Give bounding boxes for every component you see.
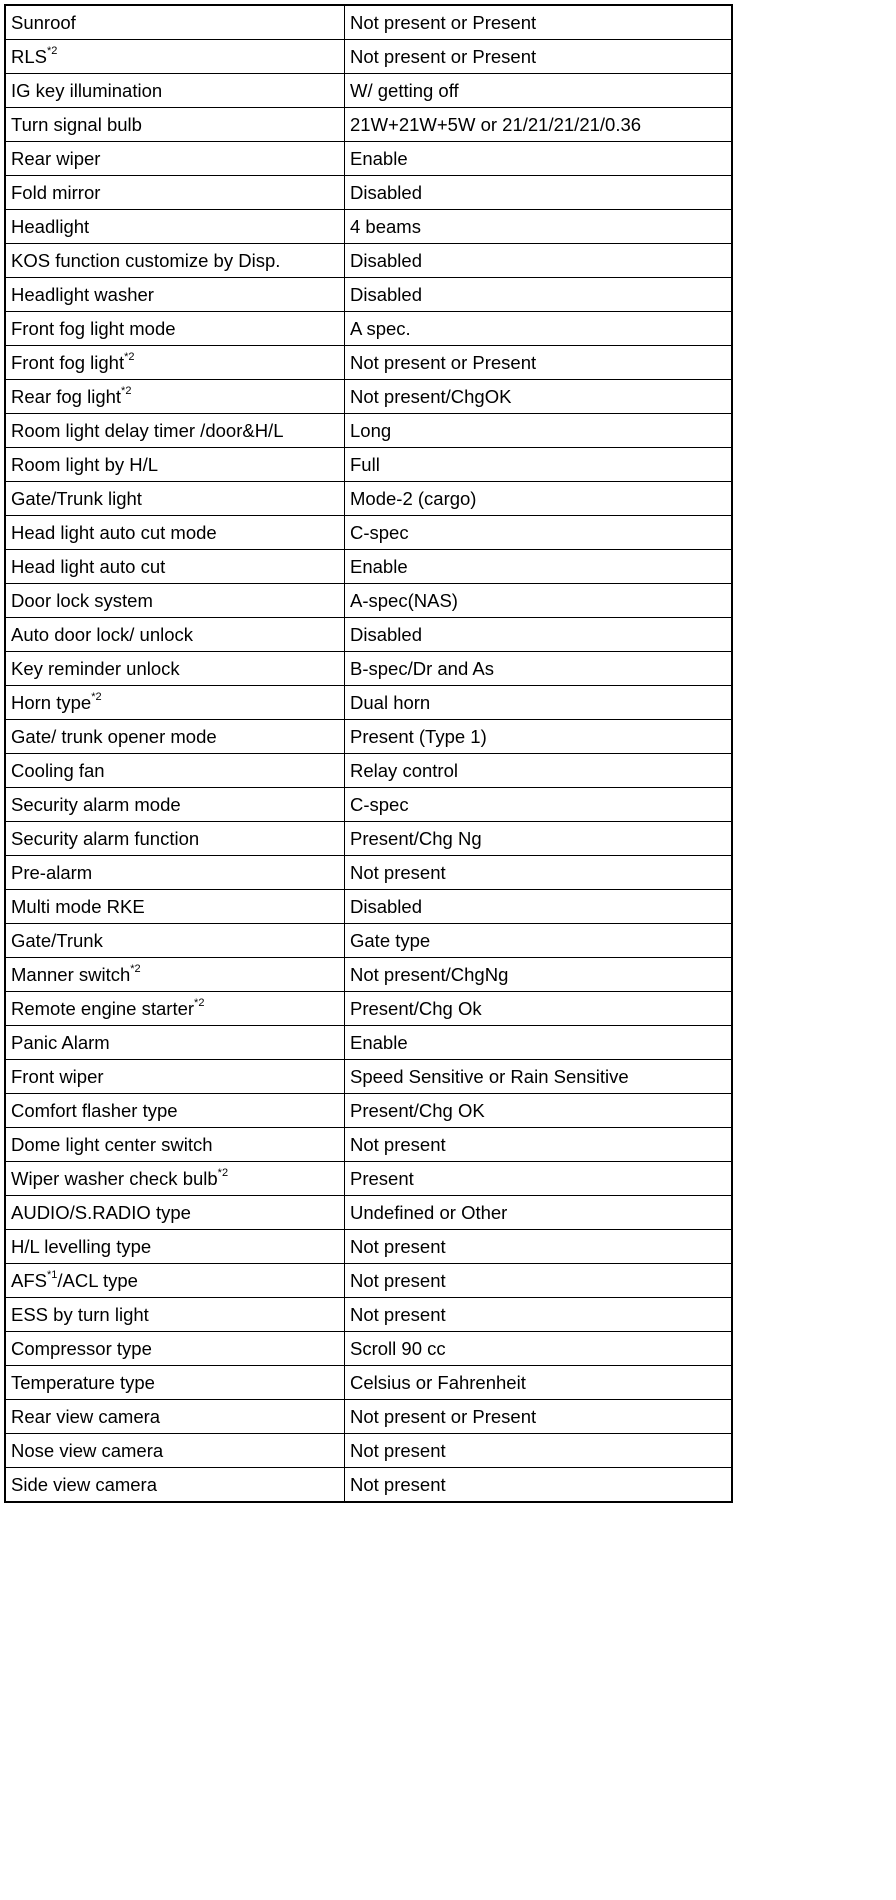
setting-value-cell — [345, 448, 733, 482]
table-row — [5, 1264, 732, 1298]
setting-name-cell — [5, 108, 345, 142]
setting-name-cell — [5, 1094, 345, 1128]
setting-name: Cooling fan — [11, 760, 105, 781]
setting-value-cell — [345, 1434, 733, 1468]
table-row — [5, 1434, 732, 1468]
setting-value: 4 beams — [350, 216, 421, 237]
setting-name: Auto door lock/ unlock — [11, 624, 194, 645]
setting-name-cell — [5, 414, 345, 448]
setting-value-cell — [345, 754, 733, 788]
setting-value-cell — [345, 686, 733, 720]
setting-name-suffix: /ACL type — [57, 1270, 138, 1291]
setting-value: Not present — [350, 862, 446, 883]
setting-name: Head light auto cut — [11, 556, 166, 577]
setting-value-cell — [345, 176, 733, 210]
setting-value-cell — [345, 720, 733, 754]
setting-value-cell — [345, 1162, 733, 1196]
setting-name-cell — [5, 448, 345, 482]
footnote-marker: *1 — [46, 1268, 58, 1281]
setting-name-cell — [5, 1434, 345, 1468]
table-row — [5, 958, 732, 992]
setting-name: IG key illumination — [11, 80, 163, 101]
setting-value-cell — [345, 210, 733, 244]
setting-value: Present (Type 1) — [350, 726, 487, 747]
setting-value-cell — [345, 992, 733, 1026]
setting-name: Gate/ trunk opener mode — [11, 726, 217, 747]
setting-name-cell — [5, 278, 345, 312]
setting-name-cell — [5, 584, 345, 618]
setting-value: Speed Sensitive or Rain Sensitive — [350, 1066, 629, 1087]
setting-value-cell — [345, 890, 733, 924]
setting-value: Disabled — [350, 896, 422, 917]
setting-value: A-spec(NAS) — [350, 590, 458, 611]
table-row — [5, 720, 732, 754]
setting-value-cell — [345, 414, 733, 448]
setting-name: Room light by H/L — [11, 454, 159, 475]
footnote-marker: *2 — [130, 962, 141, 975]
setting-name: Front fog light mode — [11, 318, 176, 339]
setting-value-cell — [345, 618, 733, 652]
setting-name-cell — [5, 1162, 345, 1196]
setting-name: KOS function customize by Disp. — [11, 250, 281, 271]
table-row — [5, 1366, 732, 1400]
setting-value: B-spec/Dr and As — [350, 658, 494, 679]
setting-value: Not present — [350, 1236, 446, 1257]
setting-value-cell — [345, 958, 733, 992]
table-row — [5, 1026, 732, 1060]
setting-value: Long — [350, 420, 392, 441]
setting-value: C-spec — [350, 522, 409, 543]
setting-name-cell — [5, 1366, 345, 1400]
footnote-marker: *2 — [91, 690, 102, 703]
settings-table — [4, 4, 733, 1503]
setting-name: Headlight — [11, 216, 90, 237]
setting-value: Gate type — [350, 930, 431, 951]
table-row — [5, 856, 732, 890]
setting-name-cell — [5, 74, 345, 108]
setting-name: Panic Alarm — [11, 1032, 110, 1053]
table-row — [5, 584, 732, 618]
setting-name: Fold mirror — [11, 182, 101, 203]
setting-value: Not present or Present — [350, 12, 537, 33]
setting-name-cell — [5, 176, 345, 210]
setting-name: Security alarm mode — [11, 794, 181, 815]
table-row — [5, 1400, 732, 1434]
setting-name: Rear fog light — [11, 386, 122, 407]
setting-value: Present — [350, 1168, 414, 1189]
setting-name-cell — [5, 754, 345, 788]
setting-value-cell — [345, 822, 733, 856]
setting-value-cell — [345, 924, 733, 958]
setting-value-cell — [345, 1366, 733, 1400]
setting-value: Celsius or Fahrenheit — [350, 1372, 526, 1393]
setting-value-cell — [345, 1094, 733, 1128]
setting-name-cell — [5, 1230, 345, 1264]
setting-name-cell — [5, 1298, 345, 1332]
setting-value-cell — [345, 40, 733, 74]
setting-name: Front fog light — [11, 352, 125, 373]
setting-name-cell — [5, 686, 345, 720]
setting-name-cell — [5, 1400, 345, 1434]
setting-value: Not present/ChgNg — [350, 964, 509, 985]
setting-value-cell — [345, 278, 733, 312]
settings-table-body — [5, 5, 732, 1502]
setting-name: Nose view camera — [11, 1440, 164, 1461]
setting-name: Head light auto cut mode — [11, 522, 217, 543]
table-row — [5, 1332, 732, 1366]
setting-value-cell — [345, 108, 733, 142]
setting-value: A spec. — [350, 318, 411, 339]
table-row — [5, 822, 732, 856]
table-row — [5, 1468, 732, 1503]
table-row — [5, 74, 732, 108]
setting-value: Not present — [350, 1474, 446, 1495]
setting-name: Key reminder unlock — [11, 658, 180, 679]
setting-name-cell — [5, 822, 345, 856]
setting-name: Pre-alarm — [11, 862, 93, 883]
setting-name: Manner switch — [11, 964, 131, 985]
setting-value: Disabled — [350, 250, 422, 271]
setting-name-cell — [5, 380, 345, 414]
setting-name-cell — [5, 516, 345, 550]
setting-name-cell — [5, 40, 345, 74]
setting-value: Enable — [350, 148, 408, 169]
setting-value-cell — [345, 1128, 733, 1162]
table-row — [5, 686, 732, 720]
setting-value: Relay control — [350, 760, 458, 781]
setting-name-cell — [5, 1196, 345, 1230]
setting-name: Remote engine starter — [11, 998, 195, 1019]
setting-name-cell — [5, 1060, 345, 1094]
setting-name-cell — [5, 346, 345, 380]
setting-value: Enable — [350, 1032, 408, 1053]
setting-value: Disabled — [350, 182, 422, 203]
table-row — [5, 482, 732, 516]
setting-name: Security alarm function — [11, 828, 200, 849]
setting-name: Rear wiper — [11, 148, 101, 169]
setting-value-cell — [345, 5, 733, 40]
setting-value: Not present — [350, 1270, 446, 1291]
setting-value: C-spec — [350, 794, 409, 815]
setting-value: Present/Chg Ng — [350, 828, 482, 849]
setting-name: Front wiper — [11, 1066, 104, 1087]
setting-name-cell — [5, 1026, 345, 1060]
setting-value: Not present or Present — [350, 352, 537, 373]
setting-value: Disabled — [350, 624, 422, 645]
setting-value: Not present or Present — [350, 46, 537, 67]
setting-name: H/L levelling type — [11, 1236, 152, 1257]
table-row — [5, 550, 732, 584]
footnote-marker: *2 — [124, 350, 135, 363]
setting-value: Not present/ChgOK — [350, 386, 512, 407]
setting-name-cell — [5, 856, 345, 890]
setting-value-cell — [345, 856, 733, 890]
setting-name-cell — [5, 550, 345, 584]
setting-name: RLS — [11, 46, 47, 67]
setting-value-cell — [345, 584, 733, 618]
table-row — [5, 1128, 732, 1162]
setting-value: 21W+21W+5W or 21/21/21/21/0.36 — [350, 114, 642, 135]
footnote-marker: *2 — [217, 1166, 229, 1179]
setting-name: AUDIO/S.RADIO type — [11, 1202, 191, 1223]
table-row — [5, 210, 732, 244]
footnote-marker: *2 — [194, 996, 205, 1009]
setting-value-cell — [345, 516, 733, 550]
setting-name: Room light delay timer /door&H/L — [11, 420, 284, 441]
setting-value-cell — [345, 244, 733, 278]
setting-value-cell — [345, 1230, 733, 1264]
setting-name: Dome light center switch — [11, 1134, 213, 1155]
table-row — [5, 176, 732, 210]
setting-value-cell — [345, 1196, 733, 1230]
setting-name-cell — [5, 924, 345, 958]
table-row — [5, 40, 732, 74]
setting-value-cell — [345, 550, 733, 584]
setting-value-cell — [345, 788, 733, 822]
setting-name-cell — [5, 1128, 345, 1162]
table-row — [5, 992, 732, 1026]
table-row — [5, 380, 732, 414]
setting-value-cell — [345, 380, 733, 414]
setting-name: Rear view camera — [11, 1406, 161, 1427]
setting-name-cell — [5, 720, 345, 754]
table-row — [5, 1060, 732, 1094]
setting-name: Sunroof — [11, 12, 76, 33]
setting-name-cell — [5, 1264, 345, 1298]
setting-name: Headlight washer — [11, 284, 154, 305]
setting-value-cell — [345, 312, 733, 346]
setting-value-cell — [345, 346, 733, 380]
setting-value-cell — [345, 1468, 733, 1503]
setting-name-cell — [5, 788, 345, 822]
table-row — [5, 890, 732, 924]
setting-value-cell — [345, 1264, 733, 1298]
table-row — [5, 924, 732, 958]
footnote-marker: *2 — [47, 44, 58, 57]
setting-value: Enable — [350, 556, 408, 577]
setting-value-cell — [345, 1060, 733, 1094]
setting-value: Present/Chg OK — [350, 1100, 485, 1121]
setting-name-cell — [5, 482, 345, 516]
setting-name: Wiper washer check bulb — [11, 1168, 218, 1189]
table-row — [5, 618, 732, 652]
setting-name: Gate/Trunk light — [11, 488, 142, 509]
table-row — [5, 5, 732, 40]
table-row — [5, 516, 732, 550]
table-row — [5, 1196, 732, 1230]
setting-value: Disabled — [350, 284, 422, 305]
setting-name-cell — [5, 142, 345, 176]
table-row — [5, 142, 732, 176]
setting-value: Not present or Present — [350, 1406, 537, 1427]
table-row — [5, 1298, 732, 1332]
table-row — [5, 278, 732, 312]
setting-value-cell — [345, 1298, 733, 1332]
setting-name-cell — [5, 1468, 345, 1503]
setting-name: Temperature type — [11, 1372, 155, 1393]
setting-name: Compressor type — [11, 1338, 152, 1359]
setting-name-cell — [5, 890, 345, 924]
setting-value-cell — [345, 1026, 733, 1060]
setting-name-cell — [5, 992, 345, 1026]
table-row — [5, 1094, 732, 1128]
table-row — [5, 788, 732, 822]
setting-value-cell — [345, 74, 733, 108]
setting-value: Not present — [350, 1304, 446, 1325]
setting-value-cell — [345, 482, 733, 516]
setting-value-cell — [345, 652, 733, 686]
table-row — [5, 312, 732, 346]
setting-name: Comfort flasher type — [11, 1100, 178, 1121]
setting-name: Turn signal bulb — [11, 114, 142, 135]
setting-name: AFS — [11, 1270, 47, 1291]
setting-value-cell — [345, 142, 733, 176]
setting-value: Dual horn — [350, 692, 431, 713]
setting-value-cell — [345, 1332, 733, 1366]
setting-name: Gate/Trunk — [11, 930, 103, 951]
settings-table-container — [4, 4, 733, 1503]
setting-name-cell — [5, 312, 345, 346]
setting-value: Scroll 90 cc — [350, 1338, 446, 1359]
setting-value: Undefined or Other — [350, 1202, 508, 1223]
setting-value: Mode-2 (cargo) — [350, 488, 477, 509]
setting-name: Side view camera — [11, 1474, 158, 1495]
setting-value: Not present — [350, 1440, 446, 1461]
setting-name-cell — [5, 618, 345, 652]
table-row — [5, 1230, 732, 1264]
setting-value: Present/Chg Ok — [350, 998, 482, 1019]
setting-name: Horn type — [11, 692, 92, 713]
table-row — [5, 448, 732, 482]
table-row — [5, 108, 732, 142]
setting-value: W/ getting off — [350, 80, 459, 101]
setting-name-cell — [5, 652, 345, 686]
setting-value: Not present — [350, 1134, 446, 1155]
setting-name: Door lock system — [11, 590, 153, 611]
setting-name-cell — [5, 1332, 345, 1366]
setting-name-cell — [5, 210, 345, 244]
table-row — [5, 652, 732, 686]
table-row — [5, 1162, 732, 1196]
table-row — [5, 346, 732, 380]
setting-name: Multi mode RKE — [11, 896, 145, 917]
setting-value-cell — [345, 1400, 733, 1434]
setting-name-cell — [5, 244, 345, 278]
setting-name-cell — [5, 5, 345, 40]
setting-value: Full — [350, 454, 380, 475]
setting-name: ESS by turn light — [11, 1304, 149, 1325]
footnote-marker: *2 — [121, 384, 132, 397]
table-row — [5, 414, 732, 448]
setting-name-cell — [5, 958, 345, 992]
table-row — [5, 244, 732, 278]
table-row — [5, 754, 732, 788]
